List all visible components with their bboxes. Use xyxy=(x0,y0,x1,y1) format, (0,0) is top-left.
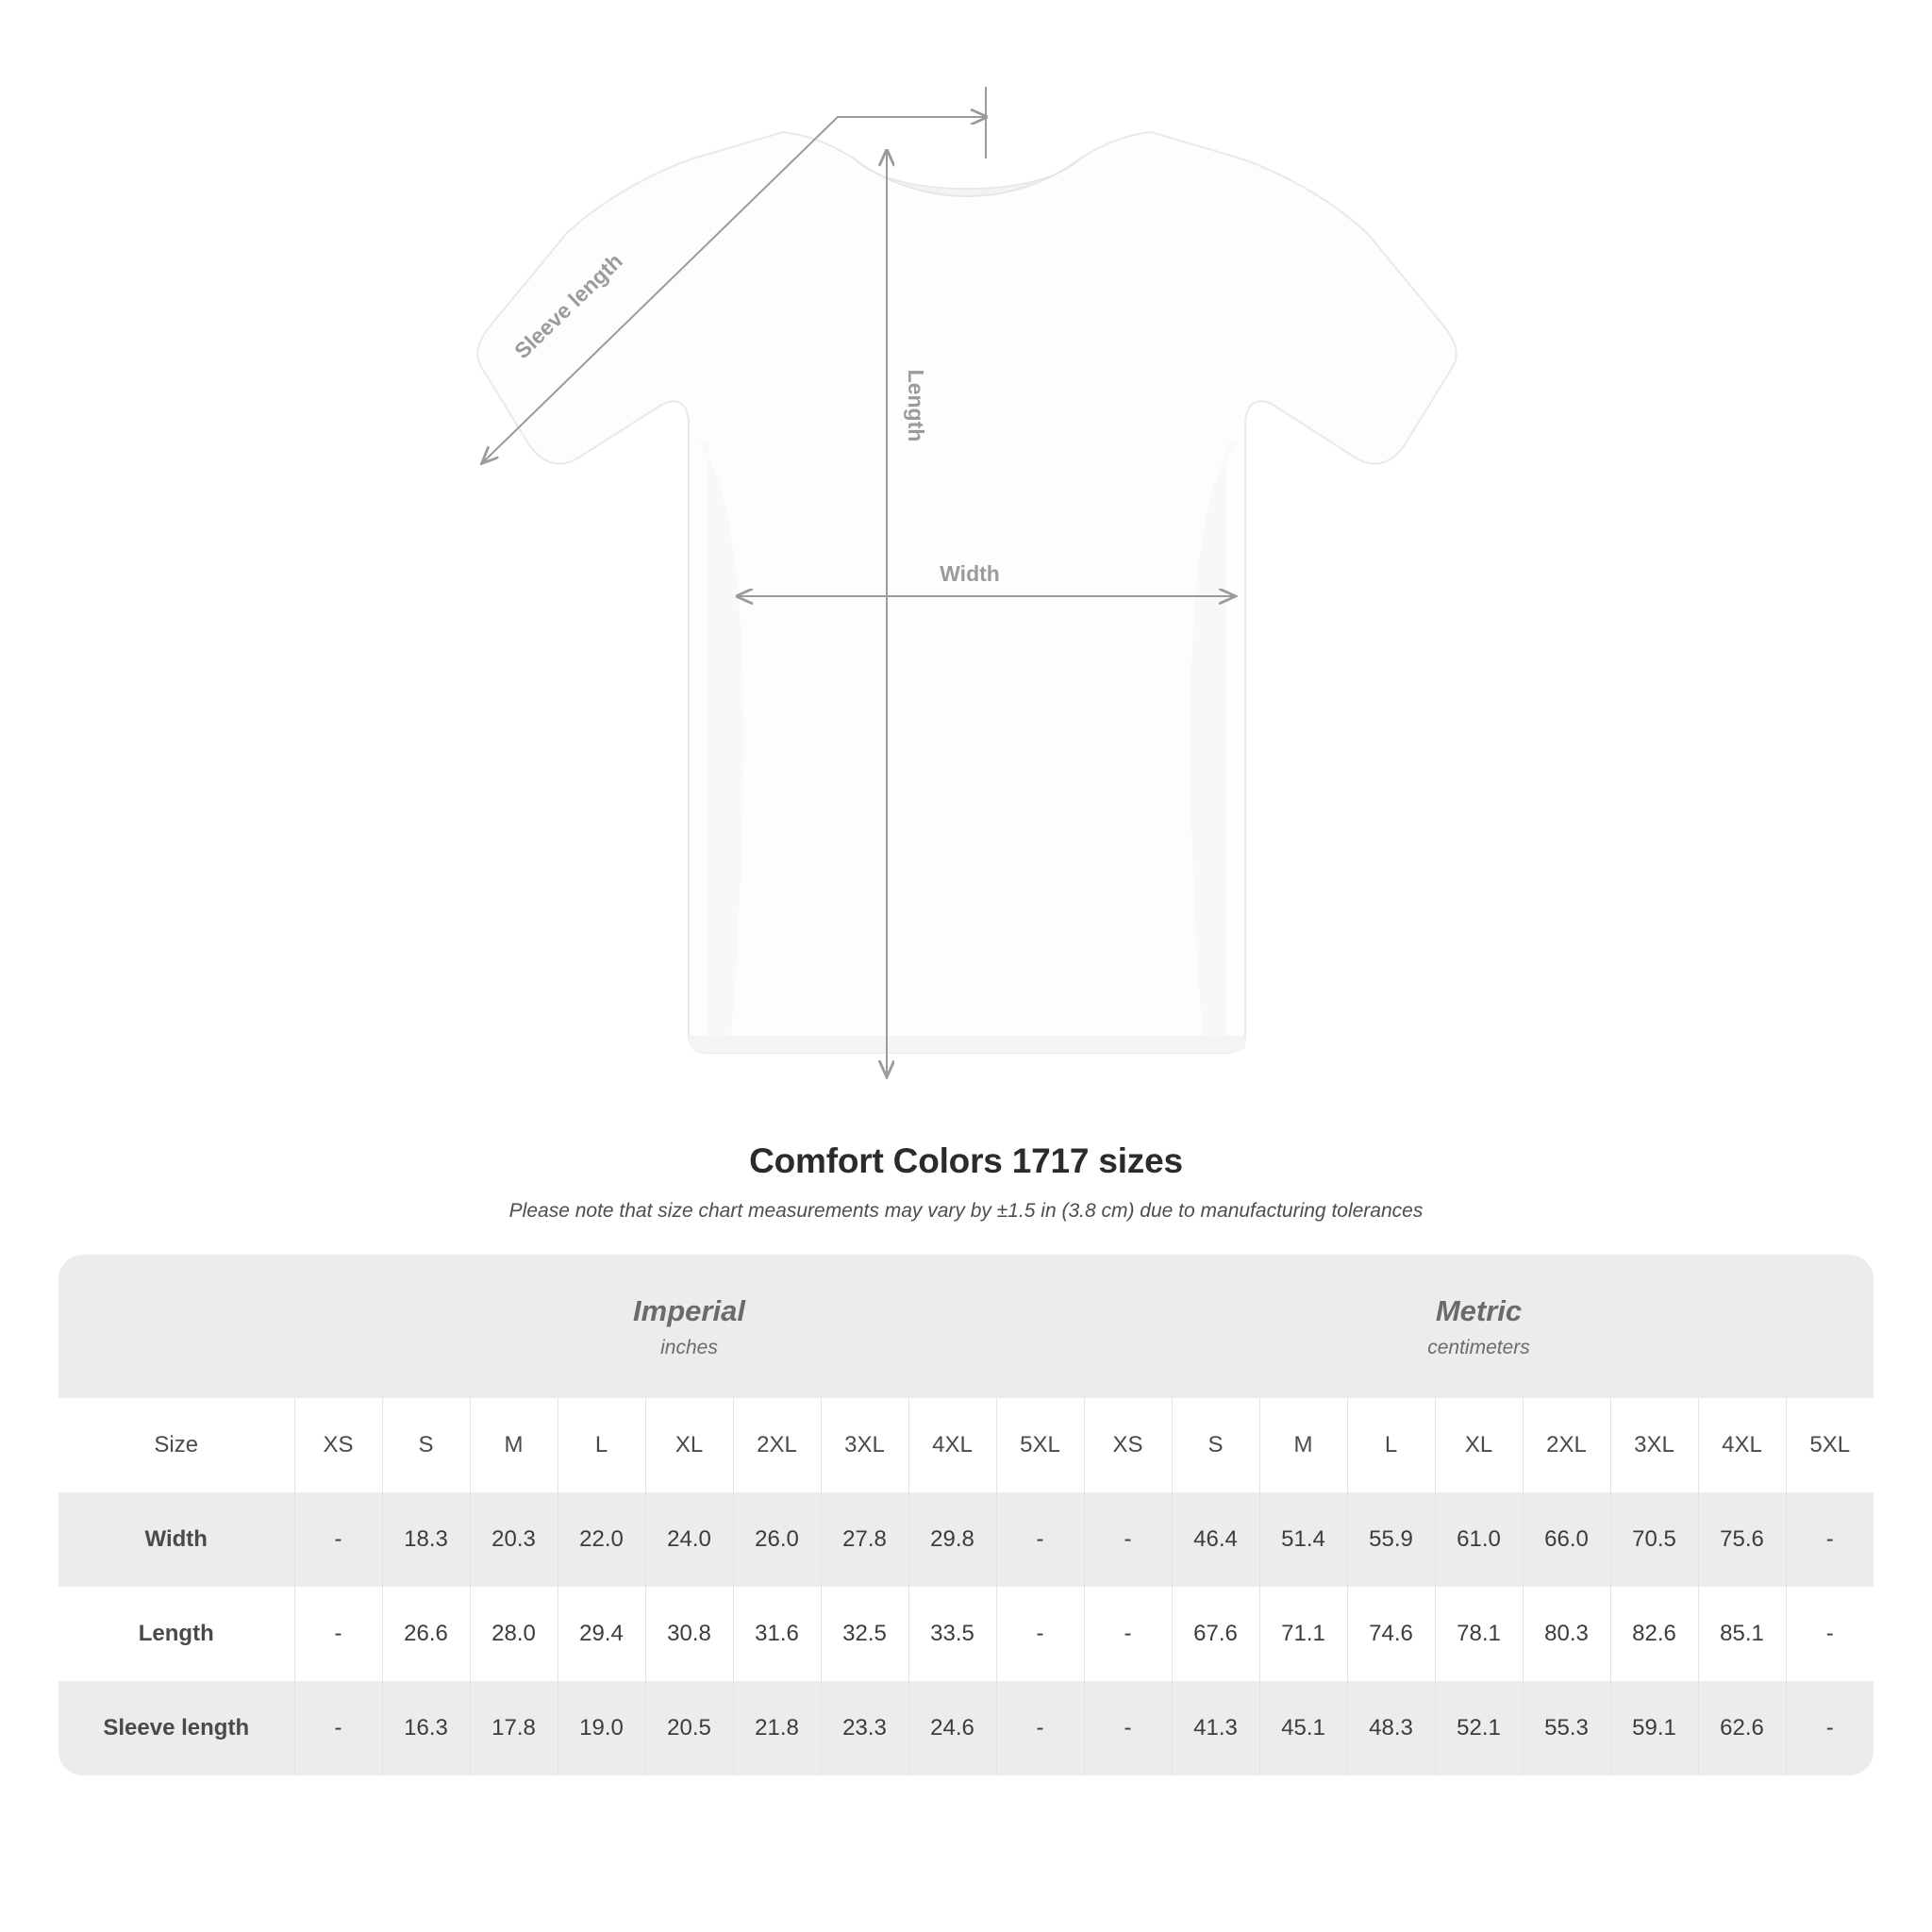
cell-length-metric-5xl: - xyxy=(1825,1621,1834,1646)
cell-width-metric-m: 51.4 xyxy=(1259,1492,1347,1587)
width-label: Width xyxy=(940,561,1000,586)
cell-width-metric-s: 46.4 xyxy=(1172,1492,1259,1587)
cell-sleeve-metric-5xl: - xyxy=(1825,1715,1834,1740)
cell-sleeve-metric-m: 45.1 xyxy=(1259,1681,1347,1775)
size-header-row xyxy=(58,1398,1874,1492)
col-header-imperial-m: M xyxy=(470,1398,558,1492)
cell-sleeve-imperial-xs: - xyxy=(294,1681,382,1775)
imperial-label: Imperial xyxy=(633,1293,745,1327)
cell-length-imperial-3xl: 32.5 xyxy=(821,1587,908,1681)
cell-length-imperial-m: 28.0 xyxy=(470,1587,558,1681)
cell-length-metric-4xl: 85.1 xyxy=(1698,1587,1786,1681)
row-label-length: Length xyxy=(58,1587,294,1681)
cell-width-imperial-m: 20.3 xyxy=(470,1492,558,1587)
cell-sleeve-imperial-5xl: - xyxy=(996,1681,1084,1775)
cell-width-imperial-4xl: 29.8 xyxy=(908,1492,996,1587)
cell-sleeve-metric-s: 41.3 xyxy=(1172,1681,1259,1775)
col-header-metric-4xl: 4XL xyxy=(1698,1398,1786,1492)
size-header-label: Size xyxy=(58,1398,294,1492)
cell-length-metric-3xl: 82.6 xyxy=(1610,1587,1698,1681)
cell-width-metric-3xl: 70.5 xyxy=(1610,1492,1698,1587)
col-header-imperial-xs: XS xyxy=(294,1398,382,1492)
cell-sleeve-metric-xl: 52.1 xyxy=(1435,1681,1523,1775)
cell-length-imperial-2xl: 31.6 xyxy=(733,1587,821,1681)
col-header-metric-2xl: 2XL xyxy=(1523,1398,1610,1492)
col-header-imperial-l: L xyxy=(558,1398,645,1492)
table-row xyxy=(58,1492,1874,1587)
tshirt-shape xyxy=(477,132,1457,1053)
cell-width-imperial-s: 18.3 xyxy=(382,1492,470,1587)
table-row xyxy=(58,1587,1874,1681)
cell-sleeve-metric-3xl: 59.1 xyxy=(1610,1681,1698,1775)
col-header-imperial-xl: XL xyxy=(645,1398,733,1492)
row-label-width: Width xyxy=(58,1492,294,1587)
cell-width-imperial-2xl: 26.0 xyxy=(733,1492,821,1587)
cell-length-metric-2xl: 80.3 xyxy=(1523,1587,1610,1681)
cell-length-imperial-xs: - xyxy=(294,1587,382,1681)
cell-length-imperial-s: 26.6 xyxy=(382,1587,470,1681)
row-label-sleeve-length: Sleeve length xyxy=(58,1681,294,1775)
unit-header-spacer xyxy=(58,1255,294,1398)
col-header-imperial-s: S xyxy=(382,1398,470,1492)
cell-width-imperial-5xl: - xyxy=(996,1492,1084,1587)
col-header-metric-m: M xyxy=(1259,1398,1347,1492)
sleeve-length-label: Sleeve length xyxy=(509,248,627,364)
unit-header-imperial xyxy=(294,1255,1084,1398)
length-label: Length xyxy=(904,369,928,442)
cell-length-metric-xl: 78.1 xyxy=(1435,1587,1523,1681)
cell-sleeve-metric-4xl: 62.6 xyxy=(1698,1681,1786,1775)
cell-width-metric-xs: - xyxy=(1084,1492,1172,1587)
col-header-metric-3xl: 3XL xyxy=(1610,1398,1698,1492)
page-title: Comfort Colors 1717 sizes xyxy=(749,1141,1183,1180)
unit-header-row xyxy=(58,1255,1874,1398)
col-header-imperial-5xl: 5XL xyxy=(996,1398,1084,1492)
cell-width-metric-5xl: - xyxy=(1825,1526,1834,1552)
cell-sleeve-imperial-2xl: 21.8 xyxy=(733,1681,821,1775)
col-header-imperial-2xl: 2XL xyxy=(733,1398,821,1492)
cell-sleeve-imperial-l: 19.0 xyxy=(558,1681,645,1775)
cell-width-metric-2xl: 66.0 xyxy=(1523,1492,1610,1587)
cell-width-imperial-xs: - xyxy=(294,1492,382,1587)
size-table-container xyxy=(58,1255,1874,1775)
title-block xyxy=(0,1141,1932,1223)
cell-sleeve-metric-l: 48.3 xyxy=(1347,1681,1435,1775)
cell-width-imperial-l: 22.0 xyxy=(558,1492,645,1587)
cell-length-metric-s: 67.6 xyxy=(1172,1587,1259,1681)
unit-header-metric xyxy=(1084,1255,1874,1398)
cell-width-imperial-3xl: 27.8 xyxy=(821,1492,908,1587)
cell-width-metric-4xl: 75.6 xyxy=(1698,1492,1786,1587)
cell-width-metric-l: 55.9 xyxy=(1347,1492,1435,1587)
cell-length-imperial-4xl: 33.5 xyxy=(908,1587,996,1681)
cell-length-metric-m: 71.1 xyxy=(1259,1587,1347,1681)
table-row xyxy=(58,1681,1874,1775)
col-header-imperial-4xl: 4XL xyxy=(908,1398,996,1492)
cell-length-imperial-xl: 30.8 xyxy=(645,1587,733,1681)
col-header-imperial-3xl: 3XL xyxy=(821,1398,908,1492)
metric-sub-label: centimeters xyxy=(1427,1336,1530,1358)
cell-sleeve-imperial-s: 16.3 xyxy=(382,1681,470,1775)
metric-label: Metric xyxy=(1435,1293,1523,1327)
cell-length-metric-l: 74.6 xyxy=(1347,1587,1435,1681)
size-table xyxy=(58,1255,1874,1775)
col-header-metric-5xl: 5XL xyxy=(1809,1432,1851,1457)
cell-sleeve-imperial-m: 17.8 xyxy=(470,1681,558,1775)
cell-sleeve-imperial-4xl: 24.6 xyxy=(908,1681,996,1775)
col-header-metric-xl: XL xyxy=(1435,1398,1523,1492)
imperial-sub-label: inches xyxy=(660,1336,718,1358)
col-header-metric-s: S xyxy=(1172,1398,1259,1492)
cell-length-imperial-5xl: - xyxy=(996,1587,1084,1681)
tolerance-note: Please note that size chart measurements may vary by ±1.5 in (3.8 cm) due to manufacturing tolerances xyxy=(508,1200,1424,1222)
cell-sleeve-imperial-xl: 20.5 xyxy=(645,1681,733,1775)
cell-width-imperial-xl: 24.0 xyxy=(645,1492,733,1587)
cell-length-imperial-l: 29.4 xyxy=(558,1587,645,1681)
cell-sleeve-metric-xs: - xyxy=(1084,1681,1172,1775)
col-header-metric-xs: XS xyxy=(1084,1398,1172,1492)
col-header-metric-l: L xyxy=(1347,1398,1435,1492)
cell-width-metric-xl: 61.0 xyxy=(1435,1492,1523,1587)
cell-sleeve-metric-2xl: 55.3 xyxy=(1523,1681,1610,1775)
cell-length-metric-xs: - xyxy=(1084,1587,1172,1681)
cell-sleeve-imperial-3xl: 23.3 xyxy=(821,1681,908,1775)
